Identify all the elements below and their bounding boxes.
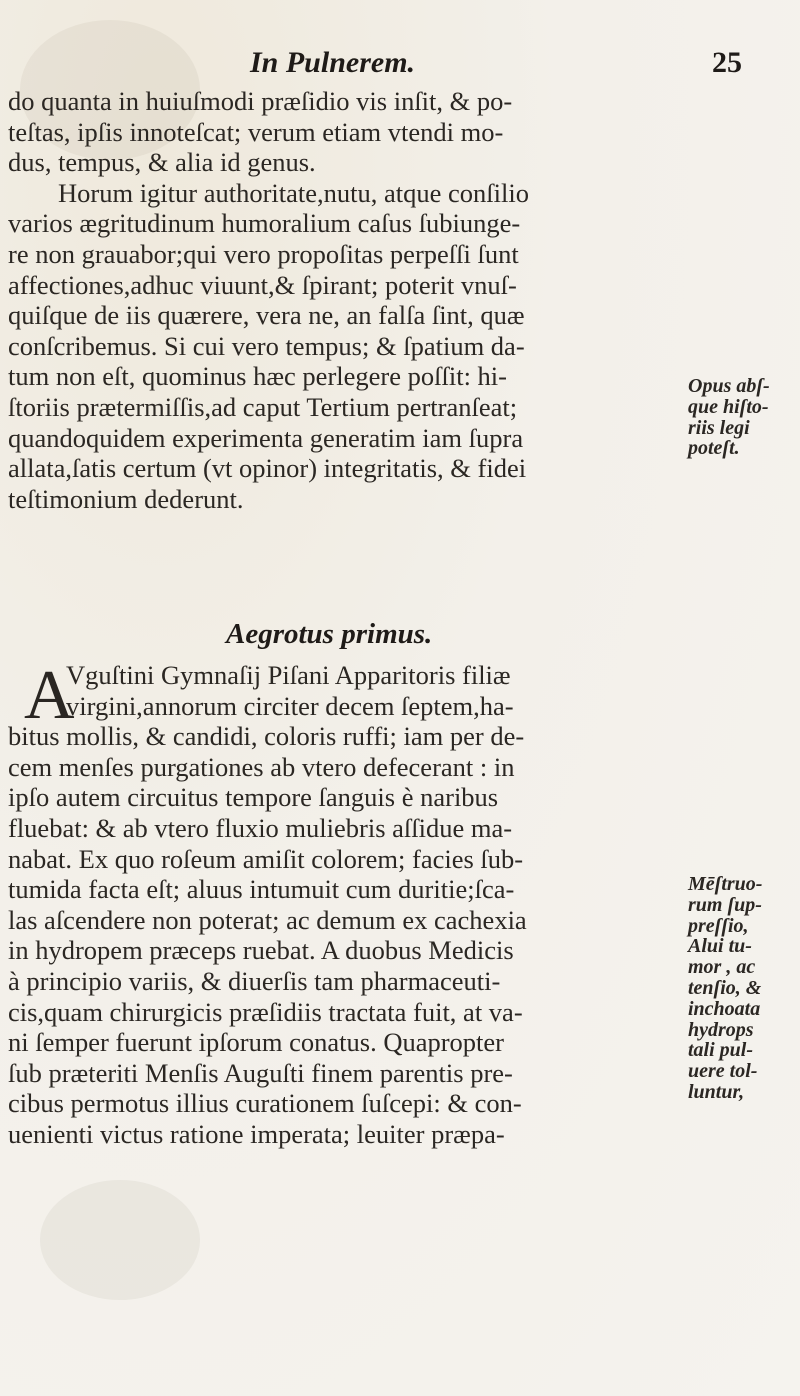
text-line: in hydropem præceps ruebat. A duobus Medicis — [8, 935, 514, 966]
margin-note-1 — [688, 376, 800, 459]
margin-note-line: mor , ac — [688, 956, 756, 979]
text-line: ſtoriis prætermiſſis,ad caput Tertium pertranſeat; — [8, 391, 518, 422]
body-text-bottom — [8, 657, 688, 1150]
margin-note-line: hydrops — [688, 1018, 754, 1041]
margin-note-line: riis legi — [688, 416, 750, 439]
text-line: à principio variis, & diuerſis tam pharmaceuti- — [8, 965, 501, 996]
text-line: Horum igitur authoritate,nutu, atque conſilio — [58, 177, 530, 208]
page-header — [0, 46, 800, 86]
text-line: cem menſes purgationes ab vtero defecerant : in — [8, 751, 515, 782]
text-line: las aſcendere non poterat; ac demum ex cachexia — [8, 904, 527, 935]
text-line: dus, tempus, & alia id genus. — [8, 147, 316, 178]
text-line: quiſque de iis quærere, vera ne, an falſa ſint, quæ — [8, 300, 525, 331]
text-line: conſcribemus. Si cui vero tempus; & ſpatium da- — [8, 330, 525, 361]
text-line: ni ſemper fuerunt ipſorum conatus. Quapropter — [8, 1027, 504, 1058]
margin-note-line: tali pul- — [688, 1039, 754, 1062]
text-line: fluebat: & ab vtero fluxio muliebris aſſidue ma- — [8, 812, 513, 843]
margin-note-line: Alui tu- — [688, 935, 752, 958]
margin-note-2 — [688, 874, 800, 1103]
margin-note-line: Opus abſ- — [688, 375, 770, 397]
text-line: nabat. Ex quo roſeum amiſit colorem; facies ſub- — [8, 843, 524, 874]
drop-capital: A — [24, 657, 75, 734]
text-line: Vguſtini Gymnaſij Piſani Apparitoris filiæ — [66, 660, 511, 690]
section-heading: Aegrotus primus. — [226, 618, 433, 650]
margin-note-line: tenſio, & — [688, 976, 762, 999]
text-line: teſtas, ipſis innoteſcat; verum etiam vtendi mo- — [8, 116, 504, 147]
paper-stain — [40, 1180, 200, 1300]
margin-note-line: preſſio, — [688, 914, 749, 937]
text-line: allata,ſatis certum (vt opinor) integritatis, & fidei — [8, 453, 527, 484]
text-line: varios ægritudinum humoralium caſus ſubiunge- — [8, 208, 521, 239]
text-line: tumida facta eſt; aluus intumuit cum duritie;ſca- — [8, 874, 515, 905]
margin-note-line: inchoata — [688, 997, 761, 1020]
page-number: 25 — [712, 46, 742, 79]
margin-note-line: rum ſup- — [688, 893, 762, 916]
text-line: uenienti victus ratione imperata; leuiter præpa- — [8, 1118, 505, 1149]
text-line: affectiones,adhuc viuunt,& ſpirant; poterit vnuſ- — [8, 269, 517, 300]
text-line: cibus permotus illius curationem ſuſcepi: & con- — [8, 1088, 522, 1119]
text-line: cis,quam chirurgicis præſidiis tractata fuit, at va- — [8, 996, 523, 1027]
text-line: virgini,annorum circiter decem ſeptem,ha- — [66, 690, 514, 721]
margin-note-line: uere tol- — [688, 1060, 758, 1083]
text-line: do quanta in huiuſmodi præſidio vis inſit, & po- — [8, 86, 513, 116]
text-line: bitus mollis, & candidi, coloris ruffi; iam per de- — [8, 721, 525, 752]
running-title: In Pulnerem. — [250, 46, 416, 79]
text-line: ipſo autem circuitus tempore ſanguis è naribus — [8, 782, 499, 813]
text-line: ſub præteriti Menſis Auguſti finem parentis pre- — [8, 1057, 513, 1088]
margin-note-line: poteſt. — [688, 437, 740, 460]
text-line: re non grauabor;qui vero propoſitas perpeſſi ſunt — [8, 238, 519, 269]
text-line: tum non eſt, quominus hæc perlegere poſſit: hi- — [8, 361, 507, 392]
text-line: teſtimonium dederunt. — [8, 483, 244, 514]
text-line: quandoquidem experimenta generatim iam ſupra — [8, 422, 524, 453]
margin-note-line: luntur, — [688, 1080, 745, 1103]
margin-note-line: que hiſto- — [688, 395, 769, 418]
margin-note-line: Mēſtruo- — [688, 873, 763, 895]
body-text-top — [8, 86, 678, 514]
